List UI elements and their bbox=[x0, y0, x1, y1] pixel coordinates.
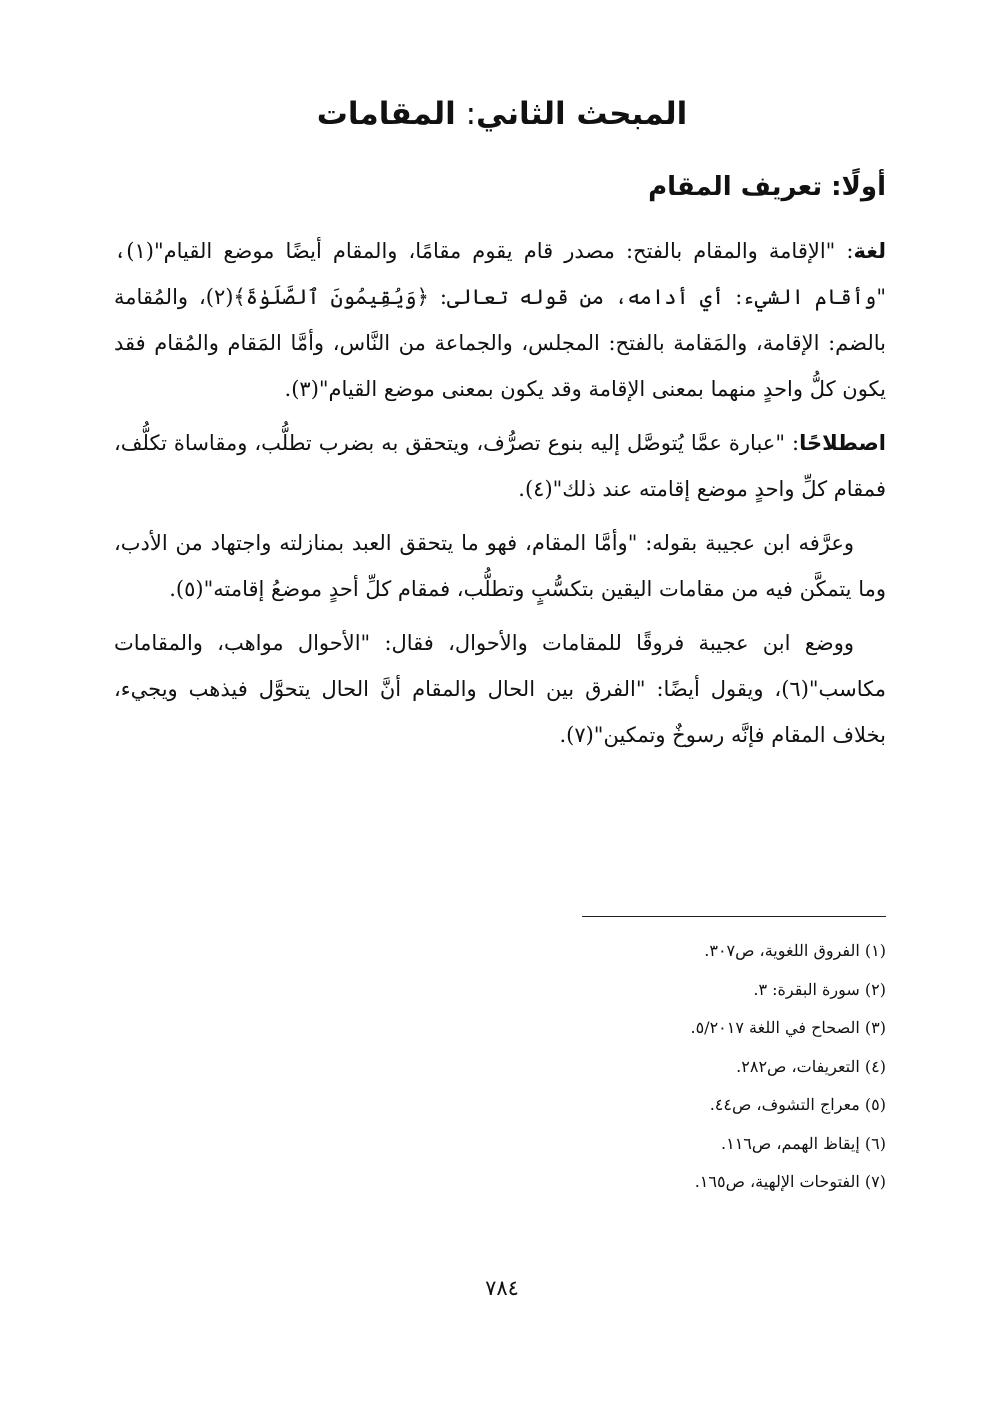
page-title bbox=[0, 96, 1004, 132]
footnote: (٢) سورة البقرة: ٣. bbox=[753, 979, 886, 999]
page-number: ٧٨٤ bbox=[485, 1276, 519, 1300]
paragraph-text: : "عبارة عمَّا يُتوصَّل إليه بنوع تصرُّف، ويتحقق به بضرب تطلُّب، ومقاساة تكلُّف، فمقام كلِّ واحدٍ موضع إقامته عند ذلك"(٤). bbox=[114, 431, 886, 501]
footnote-divider bbox=[582, 916, 886, 917]
body-text bbox=[114, 228, 886, 766]
paragraph-label: لغة bbox=[853, 239, 886, 263]
footnote: (٧) الفتوحات الإلهية، ص١٦٥. bbox=[694, 1172, 886, 1191]
title-main: المبحث الثاني bbox=[476, 96, 688, 132]
section-heading: أولًا: تعريف المقام bbox=[648, 172, 886, 202]
paragraph-ibn-ajiba-definition: وعرَّفه ابن عجيبة بقوله: "وأمَّا المقام، فهو ما يتحقق العبد بمنازلته واجتهاد من الأدب، وما يتمكَّن فيه من مقامات اليقين بتكسُّبٍ وتطلُّب، فمقام كلِّ أحدٍ موضعُ إقامته"(٥). bbox=[114, 531, 886, 601]
footnote: (٦) إيقاظ الهمم، ص١١٦. bbox=[721, 1133, 886, 1153]
footnote: (٣) الصحاح في اللغة ٥/٢٠١٧. bbox=[690, 1018, 886, 1037]
footnotes bbox=[114, 932, 886, 1202]
footnote: (٥) معراج التشوف، ص٤٤. bbox=[709, 1095, 886, 1114]
paragraph-label: اصطلاحًا bbox=[799, 431, 886, 455]
footnote: (٤) التعريفات، ص٢٨٢. bbox=[736, 1056, 886, 1076]
footnote: (١) الفروق اللغوية، ص٣٠٧. bbox=[704, 941, 886, 960]
title-separator: : bbox=[455, 96, 477, 132]
paragraph-text: : "الإقامة والمقام بالفتح: مصدر قام يقوم مقامًا، والمقام أيضًا موضع القيام"(١)، "وأقام الشيء: أي أدامه، من قوله تعالى: ﴿وَيُقِيمُونَ ٱلصَّلَوٰةَ﴾(٢)، والمُقامة بالضم: الإقامة، والمَقامة بالفتح: المجلس، والجماعة من النَّاس، وأمَّا المَقام والمُقام فقد يكون كلُّ واحدٍ منهما بمعنى الإقامة وقد يكون بمعنى موضع القيام"(٣). bbox=[114, 239, 886, 401]
paragraph-linguistic bbox=[114, 228, 886, 412]
paragraph-technical bbox=[114, 420, 886, 512]
paragraph-ibn-ajiba-distinction: ووضع ابن عجيبة فروقًا للمقامات والأحوال، فقال: "الأحوال مواهب، والمقامات مكاسب"(٦)، ويقول أيضًا: "الفرق بين الحال والمقام أنَّ الحال يتحوَّل فيذهب ويجيء، بخلاف المقام فإنَّه رسوخٌ وتمكين"(٧). bbox=[114, 631, 886, 747]
title-topic: المقامات bbox=[316, 96, 456, 132]
